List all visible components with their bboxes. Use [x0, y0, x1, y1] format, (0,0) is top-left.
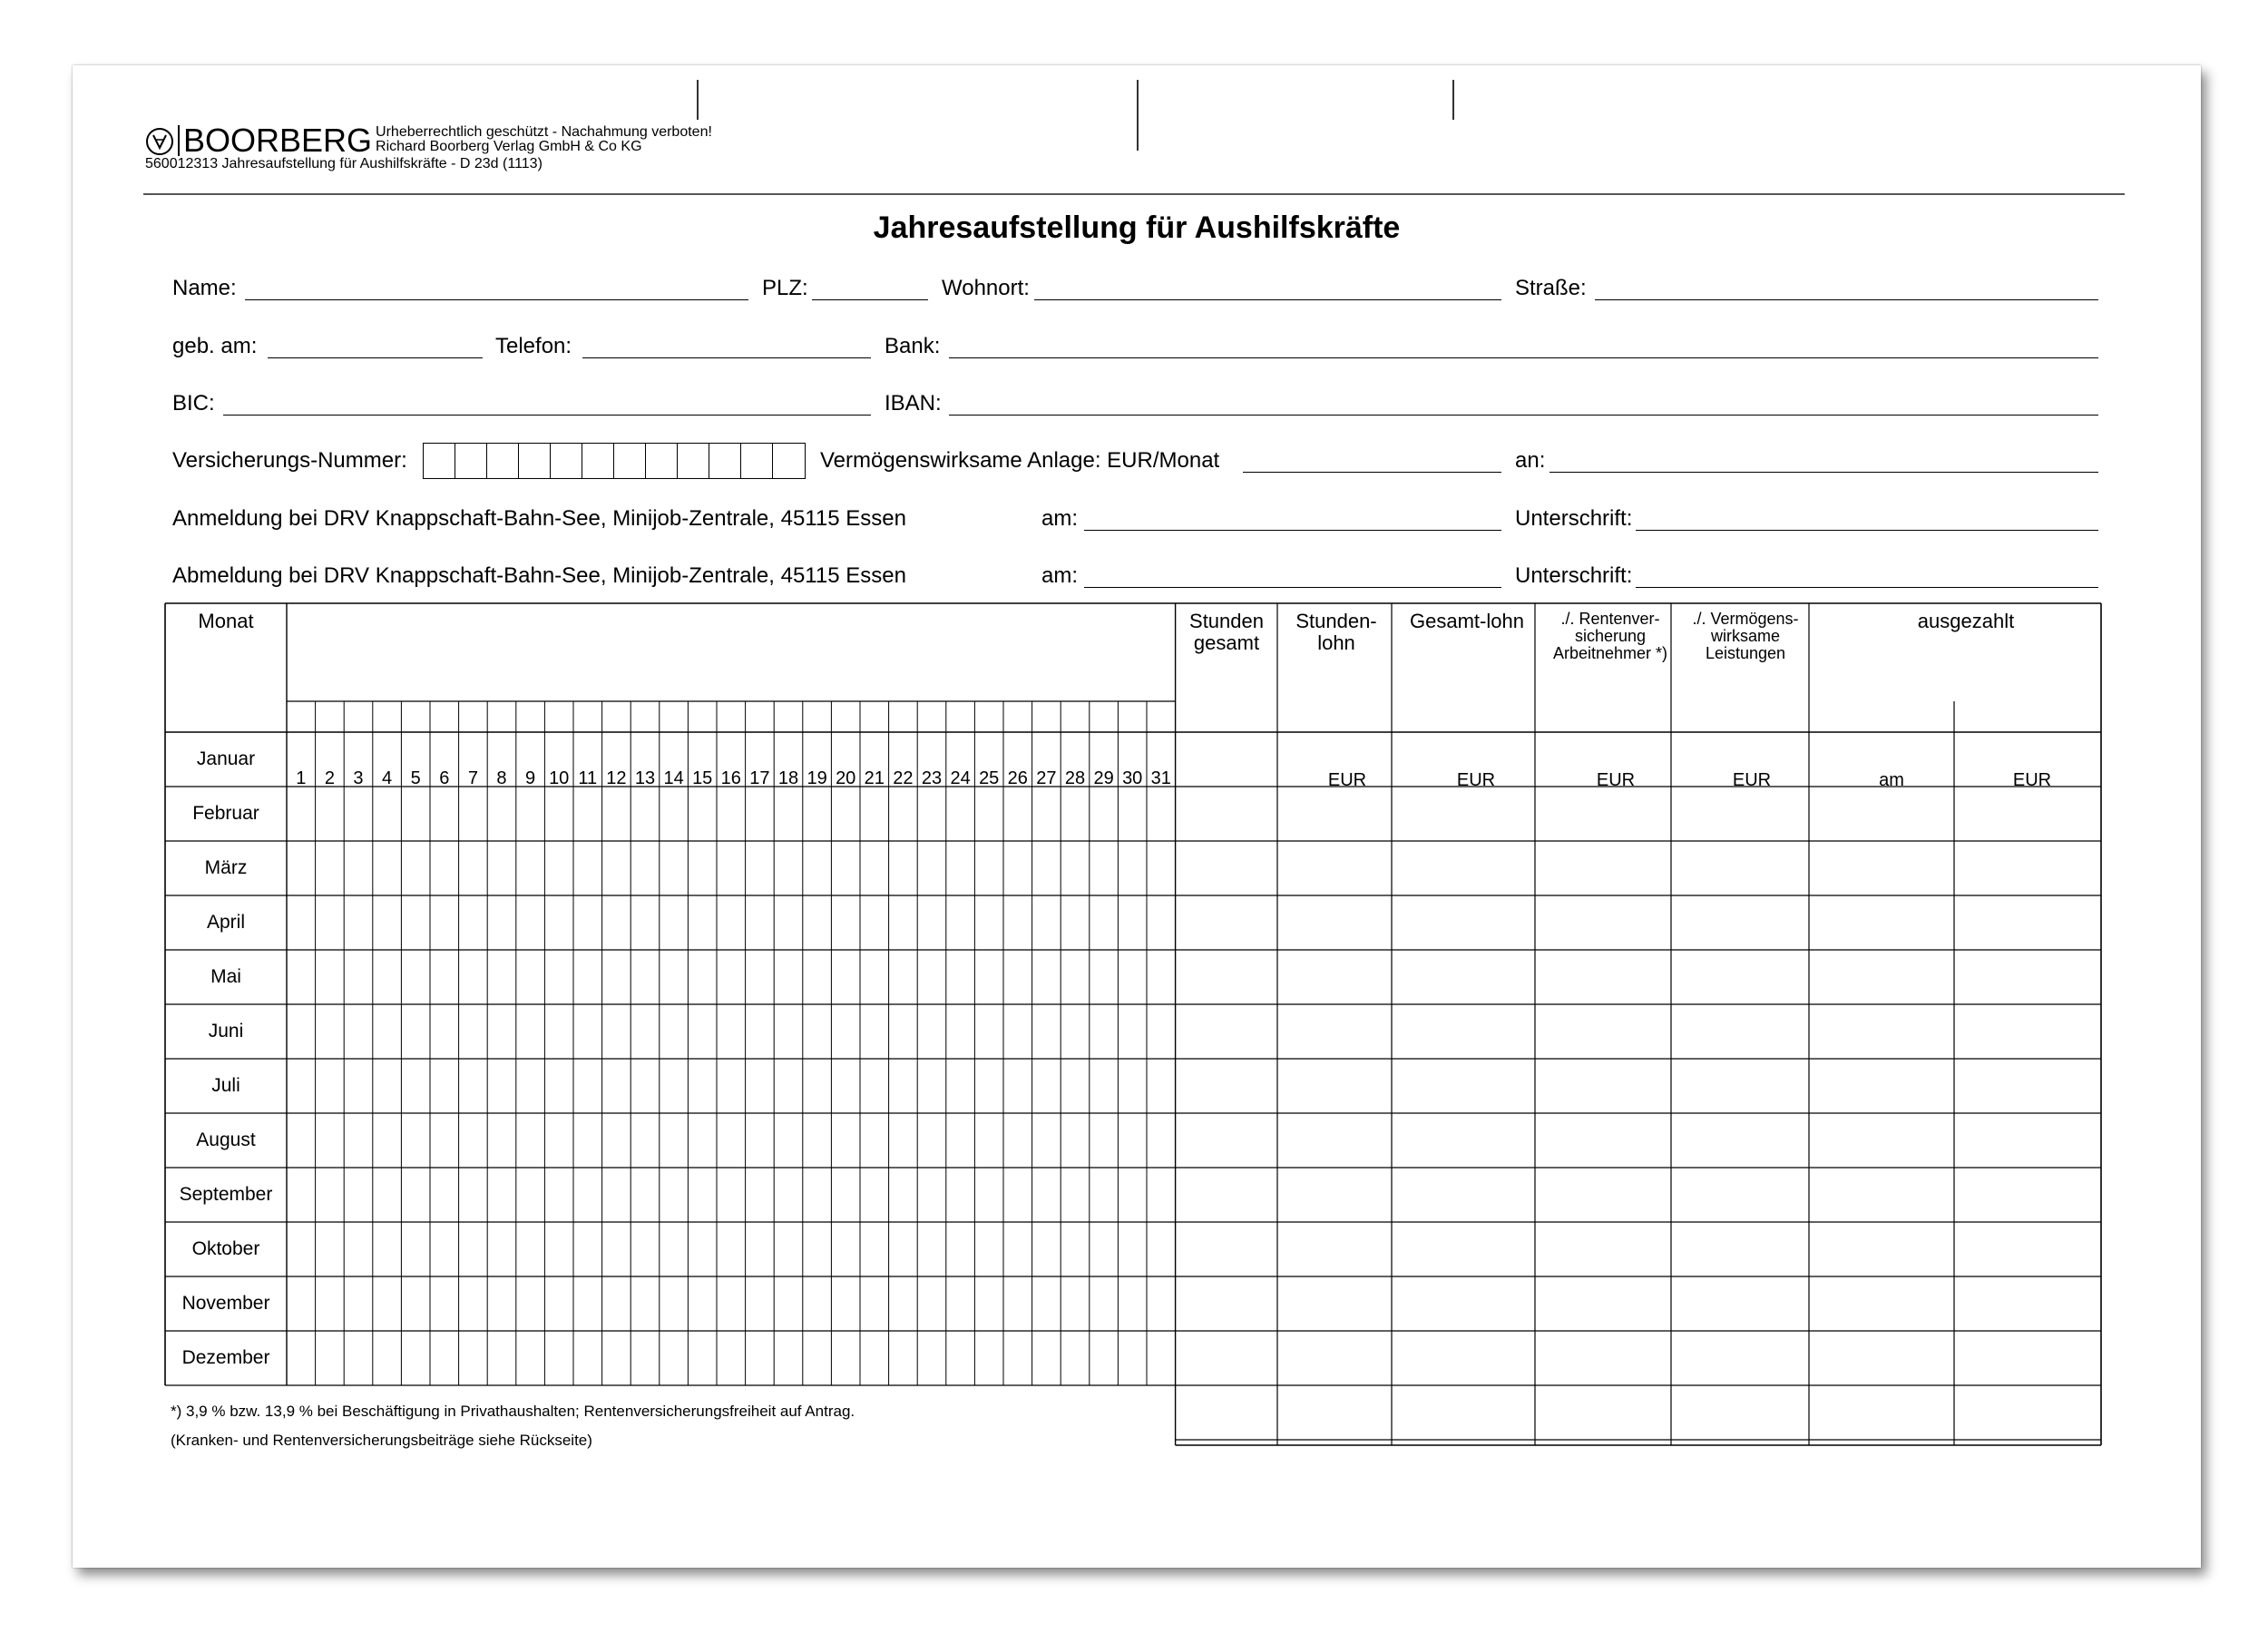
monat-header: Monat [198, 610, 254, 632]
month-row-label: Januar [196, 748, 256, 769]
day-number-label: 6 [439, 768, 450, 788]
telefon-field[interactable] [582, 357, 871, 358]
month-row-label: August [196, 1129, 256, 1150]
footnote-rentenversicherung: *) 3,9 % bzw. 13,9 % bei Beschäftigung in Privathaushalten; Rentenversicherungsfreiheit auf Antrag. [171, 1403, 855, 1420]
day-number-label: 10 [549, 768, 570, 788]
anmeldung-unterschrift-label: Unterschrift: [1515, 506, 1633, 531]
vermoegenswirksame-header: ./. Vermögens-wirksame Leistungen [1692, 610, 1799, 662]
day-number-label: 17 [749, 768, 770, 788]
day-number-label: 22 [893, 768, 914, 788]
abmeldung-signature-field[interactable] [1636, 587, 2098, 588]
vermoegen-label: Vermögenswirksame Anlage: EUR/Monat [820, 448, 1220, 473]
gesamtlohn-unit: EUR [1456, 770, 1496, 790]
day-number-label: 1 [296, 768, 307, 788]
anmeldung-signature-field[interactable] [1636, 530, 2098, 531]
bic-label: BIC: [172, 391, 215, 416]
table-grid-lines [165, 603, 2101, 1481]
abmeldung-label: Abmeldung bei DRV Knappschaft-Bahn-See, Minijob-Zentrale, 45115 Essen [172, 563, 906, 588]
ausgezahlt-eur-unit: EUR [2012, 770, 2052, 790]
day-number-label: 27 [1036, 768, 1057, 788]
geb-label: geb. am: [172, 334, 258, 358]
day-number-label: 23 [921, 768, 943, 788]
footnote-rueckseite: (Kranken- und Rentenversicherungsbeiträge siehe Rückseite) [171, 1432, 592, 1449]
day-number-label: 2 [324, 768, 335, 788]
name-label: Name: [172, 276, 237, 300]
bank-field[interactable] [949, 357, 2098, 358]
anmeldung-am-label: am: [1041, 506, 1079, 531]
perforation-mark [1137, 80, 1139, 151]
day-number-label: 8 [496, 768, 507, 788]
vermoegenswirksame-unit: EUR [1732, 770, 1772, 790]
abmeldung-date-field[interactable] [1084, 587, 1501, 588]
page-title: Jahresaufstellung für Aushilfskräfte [873, 210, 1401, 245]
day-number-label: 21 [864, 768, 885, 788]
iban-label: IBAN: [885, 391, 942, 416]
day-number-label: 29 [1093, 768, 1114, 788]
month-row-label: Mai [210, 966, 241, 987]
ausgezahlt-am-unit: am [1879, 770, 1904, 790]
versicherungs-nummer-boxes[interactable] [423, 443, 806, 479]
ausgezahlt-header: ausgezahlt [1917, 610, 2015, 632]
form-sheet [73, 65, 2201, 1568]
an-label: an: [1515, 448, 1546, 473]
day-number-label: 9 [525, 768, 536, 788]
wohnort-field[interactable] [1034, 299, 1501, 300]
telefon-label: Telefon: [495, 334, 572, 358]
month-row-label: Oktober [191, 1238, 260, 1259]
geb-field[interactable] [268, 357, 483, 358]
day-number-label: 24 [950, 768, 971, 788]
perforation-mark [697, 80, 699, 120]
day-number-label: 13 [634, 768, 656, 788]
wohnort-label: Wohnort: [942, 276, 1030, 300]
logo-divider [178, 125, 180, 156]
plz-label: PLZ: [762, 276, 808, 300]
logo-wordmark: BOORBERG [183, 122, 373, 159]
day-number-label: 26 [1007, 768, 1028, 788]
month-row-label: Februar [192, 803, 259, 824]
day-number-label: 28 [1064, 768, 1086, 788]
day-number-label: 16 [720, 768, 741, 788]
plz-field[interactable] [812, 299, 928, 300]
month-row-label: Juni [208, 1021, 244, 1041]
annual-hours-table [165, 603, 2101, 1481]
versicherung-label: Versicherungs-Nummer: [172, 448, 407, 473]
abmeldung-am-label: am: [1041, 563, 1079, 588]
day-number-label: 3 [353, 768, 364, 788]
an-field[interactable] [1549, 472, 2098, 473]
strasse-field[interactable] [1595, 299, 2098, 300]
month-row-label: März [204, 857, 248, 878]
strasse-label: Straße: [1515, 276, 1587, 300]
stunden-gesamt-header: Stunden gesamt [1189, 610, 1264, 654]
day-number-label: 18 [777, 768, 799, 788]
day-number-label: 31 [1150, 768, 1171, 788]
month-row-label: Juli [211, 1075, 240, 1096]
day-number-label: 15 [692, 768, 713, 788]
boorberg-emblem-icon [145, 127, 174, 156]
stundenlohn-header: Stunden-lohn [1295, 610, 1377, 654]
abmeldung-unterschrift-label: Unterschrift: [1515, 563, 1633, 588]
day-number-label: 30 [1122, 768, 1143, 788]
gesamtlohn-header: Gesamt-lohn [1410, 610, 1524, 632]
header-divider [143, 193, 2125, 195]
anmeldung-label: Anmeldung bei DRV Knappschaft-Bahn-See, Minijob-Zentrale, 45115 Essen [172, 506, 906, 531]
perforation-mark [1452, 80, 1454, 120]
copyright-notice: Urheberrechtlich geschützt - Nachahmung verboten! Richard Boorberg Verlag GmbH & Co KG [376, 124, 712, 154]
name-field[interactable] [245, 299, 748, 300]
iban-field[interactable] [949, 415, 2098, 416]
month-row-label: April [206, 912, 245, 933]
day-number-label: 12 [606, 768, 627, 788]
month-row-label: September [179, 1184, 273, 1205]
rentenversicherung-unit: EUR [1596, 770, 1636, 790]
day-number-label: 4 [382, 768, 393, 788]
day-number-label: 14 [663, 768, 684, 788]
form-code: 560012313 Jahresaufstellung für Aushilfskräfte - D 23d (1113) [145, 156, 543, 171]
day-number-label: 5 [410, 768, 421, 788]
month-row-label: Dezember [181, 1347, 270, 1368]
bank-label: Bank: [885, 334, 941, 358]
stundenlohn-unit: EUR [1327, 770, 1367, 790]
rentenversicherung-header: ./. Rentenver-sicherung Arbeitnehmer *) [1552, 610, 1668, 662]
anmeldung-date-field[interactable] [1084, 530, 1501, 531]
vermoegen-field[interactable] [1243, 472, 1501, 473]
day-number-label: 7 [467, 768, 478, 788]
month-row-label: November [181, 1293, 270, 1314]
day-number-label: 20 [836, 768, 856, 788]
bic-field[interactable] [223, 415, 871, 416]
day-number-label: 11 [578, 768, 598, 788]
day-number-label: 25 [979, 768, 1000, 788]
day-number-label: 19 [807, 768, 827, 788]
